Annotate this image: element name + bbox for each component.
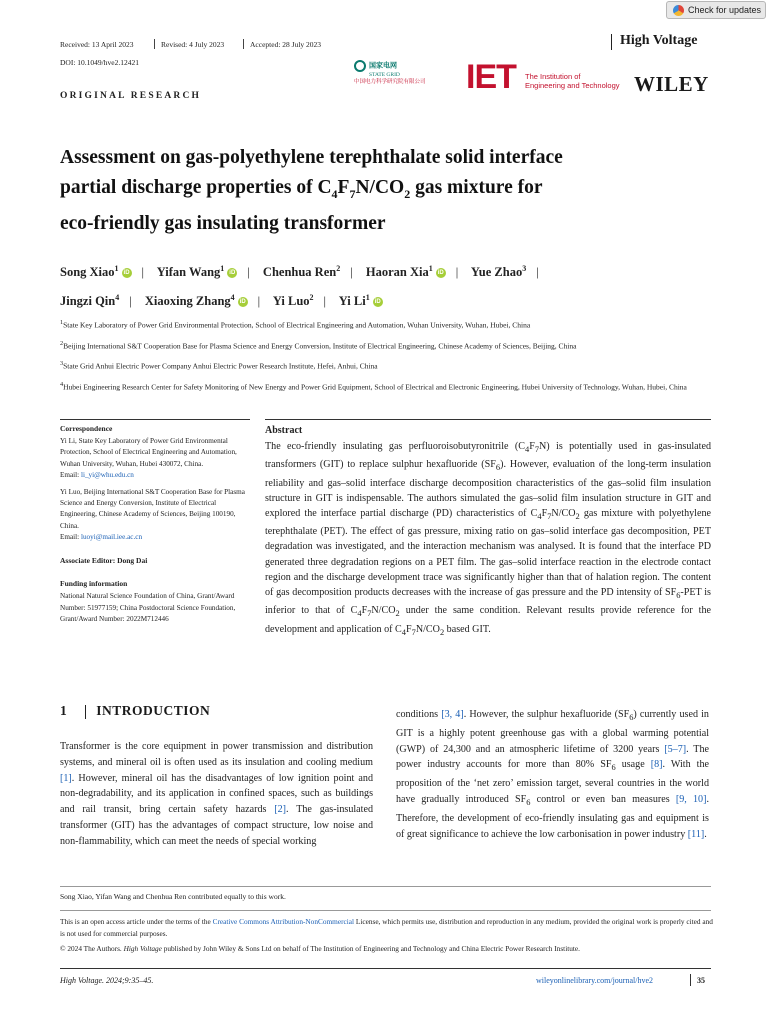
orcid-icon[interactable]: iD <box>123 270 130 277</box>
email-link[interactable]: luoyi@mail.iee.ac.cn <box>80 532 143 541</box>
reference-link[interactable]: [5–7] <box>664 743 687 755</box>
journal-divider <box>611 34 612 50</box>
author-name[interactable]: Yi Li <box>338 294 366 309</box>
crossmark-icon <box>673 5 684 16</box>
divider <box>60 419 250 420</box>
journal-name: High Voltage <box>620 33 698 48</box>
abstract-heading: Abstract <box>265 425 303 436</box>
author-list: Song Xiao$^1$iD | Yifan Wang$^1$iD | Chenhua Ren$^2$ | Haoran Xia$^1$iD | Yue Zhao$^3$ | Jingzi Qin$^4$ | Xiaoxing Zhang$^4$iD | Yi Luo$^2$ | Yi Li$^1$iD <box>60 264 539 309</box>
orcid-icon[interactable]: iD <box>229 270 236 277</box>
reference-link[interactable]: [8] <box>650 759 663 771</box>
footer-divider <box>690 974 691 986</box>
abstract <box>265 423 711 640</box>
divider <box>265 419 711 420</box>
contribution-note: Song Xiao, Yifan Wang and Chenhua Ren contributed equally to this work. <box>60 892 286 901</box>
iet-name: The Institution of Engineering and Technology <box>525 72 620 91</box>
reference-link[interactable]: [9, 10] <box>675 794 707 806</box>
article-sidebar: Correspondence Yi Li, State Key Laboratory of Power Grid Environmental Protection, School of Electrical Engineering and Automation, Wuhan University, Wuhan, Hubei 430072, China. Email: li_yi@whu.edu.cn Yi Luo, Beijing International S&T Cooperation Base for Plasma Science and Energy Conversion, Institute of Electrical Engineering, Chinese Academy of Sciences, Beijing 100190, China. Email: luoyi@mail.iee.ac.cn Associate Editor: Dong Dai Funding information National Natural Science Foundation of China, Grant/Award Number: 51977159; China Postdoctoral Science Foundation, Grant/Award Number: 2022M712446 <box>60 423 250 637</box>
orcid-icon[interactable]: iD <box>239 299 246 306</box>
orcid-icon[interactable]: iD <box>374 299 381 306</box>
author-name[interactable]: Jingzi Qin <box>60 294 116 309</box>
citation-footer: High Voltage. 2024;9:35–45. <box>60 976 154 985</box>
iet-logo: IET <box>466 58 516 96</box>
funding-text: National Natural Science Foundation of China, Grant/Award Number: 51977159; China Postdoctoral Science Foundation, Grant/Award Number: 2022M712446 <box>60 592 236 623</box>
check-for-updates-label: Check for updates <box>688 5 762 15</box>
wiley-logo: WILEY <box>634 72 709 96</box>
check-for-updates-button[interactable] <box>666 1 766 19</box>
page-number: 35 <box>697 976 705 985</box>
author-name[interactable]: Xiaoxing Zhang <box>144 294 231 309</box>
funding-heading: Funding information <box>60 579 128 589</box>
author-name[interactable]: Song Xiao <box>60 265 115 280</box>
reference-link[interactable]: [11] <box>687 828 705 840</box>
article-type-label: ORIGINAL RESEARCH <box>60 91 202 101</box>
doi[interactable]: DOI: 10.1049/hve2.12421 <box>60 58 139 67</box>
body-column-left: Transformer is the core equipment in power transmission and distribution systems, and mineral oil is often used as its insulation and cooling medium [1]. However, mineral oil has the disadvantages of low ignition point and non-degradability, and its application in confined spaces, such as buildings and rail transit, bring certain safety hazards [2]. The gas-insulated transformer (GIT) has the advantages of compact structure, low noise and non-flammability, which can meet the needs of special working <box>60 741 373 847</box>
author-name[interactable]: Yue Zhao <box>470 265 523 280</box>
meta-divider <box>154 39 155 49</box>
body-column-right: conditions [3, 4]. However, the sulphur hexafluoride $(SF_6)$ currently used in GIT is a highly potent greenhouse gas with a global warming potential (GWP) of 24,300 and an atmospheric lifetime of 3200 years [5–7]. The power industry accounts for more than 80% $SF_6$ usage [8]. With the proposition of the ‘net zero’ emission target, several countries in the world have gradually introduced $SF_6$ control or even ban measures [9, 10]. Therefore, the development of eco-friendly insulating gas and equipment is of great significance to achieve the low carbonisation in power industry [11]. <box>396 709 710 840</box>
reference-link[interactable]: [1] <box>60 772 72 784</box>
author-name[interactable]: Chenhua Ren <box>262 265 337 280</box>
revised-date: Revised: 4 July 2023 <box>161 40 225 49</box>
state-grid-emblem-icon <box>354 60 366 72</box>
author-name[interactable]: Haoran Xia <box>365 265 429 280</box>
article-title: Assessment on gas-polyethylene terephthalate solid interface partial discharge properties of $C_4F_7N/CO_2$ gas mixture for eco-friendly gas insulating transformer <box>60 147 563 234</box>
associate-editor: Associate Editor: Dong Dai <box>60 556 148 566</box>
state-grid-logo: 国家电网 STATE GRID 中国电力科学研究院有限公司 <box>354 61 426 86</box>
received-date: Received: 13 April 2023 <box>60 40 134 49</box>
reference-link[interactable]: [3, 4] <box>441 709 464 720</box>
divider <box>60 886 711 887</box>
divider <box>60 910 711 911</box>
reference-link[interactable]: [2] <box>274 804 287 816</box>
affiliations: $^1$State Key Laboratory of Power Grid Environmental Protection, School of Electrical Engineering and Automation, Wuhan University, Wuhan, Hubei, China $^2$Beijing International S&T Cooperation Base for Plasma Science and Energy Conversion, Institute of Electrical Engineering, Chinese Academy of Sciences, Beijing, China $^3$State Grid Anhui Electric Power Company Anhui Electric Power Research Institute, Hefei, Anhui, China $^4$Hubei Engineering Research Center for Safety Monitoring of New Energy and Power Grid Equipment, School of Electrical and Electronic Engineering, Hubei University of Technology, Wuhan, Hubei, China <box>60 319 687 391</box>
license-note: This is an open access article under the terms of the Creative Commons Attribution-NonCommercial License, which permits use, distribution and reproduction in any medium, provided the original work is properly cited and is not used for commercial purposes. © 2024 The Authors. High Voltage published by John Wiley & Sons Ltd on behalf of The Institution of Engineering and Technology and China Electric Power Research Institute. <box>60 917 713 953</box>
correspondence-heading: Correspondence <box>60 424 113 433</box>
journal-url-link[interactable]: wileyonlinelibrary.com/journal/hve2 <box>536 976 654 985</box>
author-name[interactable]: Yi Luo <box>272 294 310 309</box>
meta-divider <box>243 39 244 49</box>
email-link[interactable]: li_yi@whu.edu.cn <box>80 470 134 479</box>
orcid-icon[interactable]: iD <box>437 270 444 277</box>
footer-divider <box>60 968 711 969</box>
accepted-date: Accepted: 28 July 2023 <box>250 40 322 49</box>
author-name[interactable]: Yifan Wang <box>156 265 221 280</box>
license-link[interactable]: Creative Commons Attribution-NonCommercial <box>212 917 355 926</box>
abstract-text: The eco-friendly insulating gas perfluoroisobutyronitrile $(C_4F_7N)$ is potentially used in gas-insulated transformers (GIT) to replace sulphur hexafluoride $(SF_6)$. However, evaluation of the long-term insulation reliability and gas–solid interface discharge decomposition characteristics of the gas–solid film insulation structure in GIT is indispensable. The authors simulated the gas–solid film insulation structure in GIT and explored the interface partial discharge (PD) characteristics of $C_4F_7N/CO_2$ gas mixture with polyethylene terephthalate (PET). The effect of gas pressure, mixing ratio on gas–solid interface gas decomposition, PET degradation was investigated, and the interaction mechanism was analysed. It is found that the interface PD generated three degradation regions on a PET film. The gas–solid interface reaction in the electrode contact region and the discharge development trace was significantly higher than that of halation region. The content of gas decomposition products decreases with the increase of gas pressure and the PD intensity of $SF_6$-PET is inferior to that of $C_4F_7N/CO_2$ under the same condition. Relevant results provide reference for the development and application of $C_4F_7N/CO_2$ based GIT. <box>265 441 711 637</box>
section-heading-introduction: 1 INTRODUCTION <box>60 703 211 718</box>
